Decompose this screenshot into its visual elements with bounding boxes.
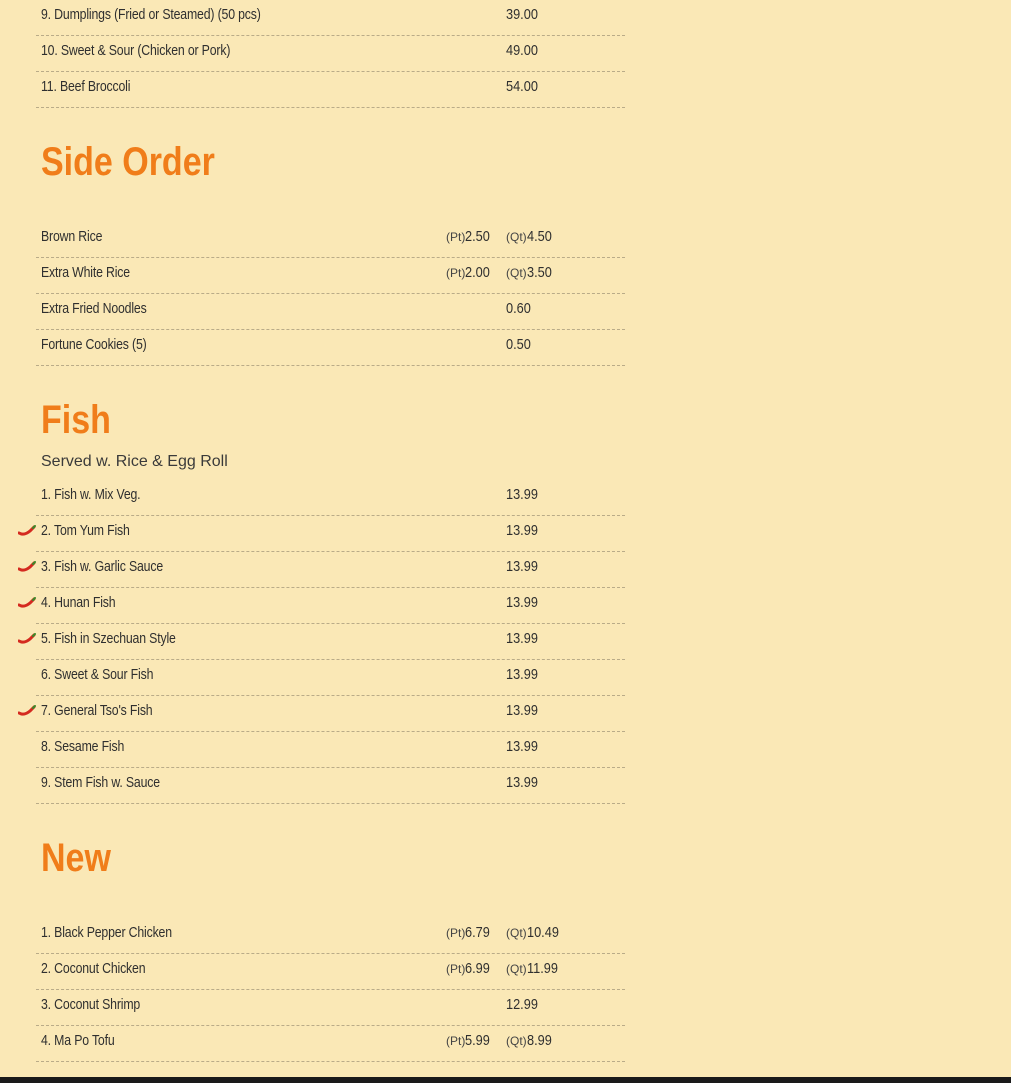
menu-item-row[interactable]	[36, 990, 625, 1026]
item-price: 13.99	[506, 594, 538, 611]
section-subtitle-fish: Served w. Rice & Egg Roll	[41, 453, 228, 470]
pint-price: (Pt)2.50	[446, 228, 491, 245]
item-name: 11. Beef Broccoli	[41, 78, 131, 95]
item-price: 49.00	[506, 42, 538, 59]
pint-price: (Pt)2.00	[446, 264, 491, 281]
item-price: 13.99	[506, 666, 538, 683]
item-name: 6. Sweet & Sour Fish	[41, 666, 154, 683]
item-name: 4. Ma Po Tofu	[41, 1032, 115, 1049]
item-name: 2. Coconut Chicken	[41, 960, 146, 977]
item-name: 5. Fish in Szechuan Style	[41, 630, 176, 647]
item-price: 0.50	[506, 336, 531, 353]
new-list	[36, 918, 625, 1062]
quart-price: (Qt)10.49	[506, 924, 559, 941]
menu-item-row[interactable]	[36, 552, 625, 588]
chili-pepper-icon	[18, 633, 36, 645]
item-price: 13.99	[506, 738, 538, 755]
item-name: Extra Fried Noodles	[41, 300, 147, 317]
chili-pepper-icon	[18, 561, 36, 573]
item-price: 39.00	[506, 6, 538, 23]
menu-item-row[interactable]	[36, 72, 625, 108]
item-price: 13.99	[506, 486, 538, 503]
chili-pepper-icon	[18, 597, 36, 609]
footer-bar	[0, 1077, 1011, 1083]
quart-price: (Qt)4.50	[506, 228, 552, 245]
pint-price: (Pt)5.99	[446, 1032, 491, 1049]
item-name: 4. Hunan Fish	[41, 594, 116, 611]
item-price: 12.99	[506, 996, 538, 1013]
menu-item-row[interactable]	[36, 696, 625, 732]
menu-item-row[interactable]	[36, 222, 625, 258]
item-name: Brown Rice	[41, 228, 103, 245]
item-price: 13.99	[506, 630, 538, 647]
menu-item-row[interactable]	[36, 480, 625, 516]
section-title-side-order: Side Order	[41, 140, 215, 184]
menu-item-row[interactable]	[36, 516, 625, 552]
fish-list	[36, 480, 625, 804]
item-name: Fortune Cookies (5)	[41, 336, 147, 353]
item-name: 3. Coconut Shrimp	[41, 996, 141, 1013]
item-name: 9. Stem Fish w. Sauce	[41, 774, 160, 791]
menu-item-row[interactable]	[36, 660, 625, 696]
item-name: 9. Dumplings (Fried or Steamed) (50 pcs)	[41, 6, 261, 23]
menu-item-row[interactable]	[36, 954, 625, 990]
top-items-list	[36, 0, 625, 108]
pint-price: (Pt)6.99	[446, 960, 491, 977]
menu-item-row[interactable]	[36, 768, 625, 804]
section-title-fish: Fish	[41, 398, 111, 442]
menu-item-row[interactable]	[36, 258, 625, 294]
pint-price: (Pt)6.79	[446, 924, 491, 941]
item-name: 2. Tom Yum Fish	[41, 522, 130, 539]
menu-item-row[interactable]	[36, 732, 625, 768]
chili-pepper-icon	[18, 525, 36, 537]
item-price: 0.60	[506, 300, 531, 317]
item-price: 13.99	[506, 558, 538, 575]
side-order-list	[36, 222, 625, 366]
menu-item-row[interactable]	[36, 918, 625, 954]
menu-content	[36, 0, 625, 1062]
menu-item-row[interactable]	[36, 624, 625, 660]
item-name: 3. Fish w. Garlic Sauce	[41, 558, 164, 575]
item-price: 54.00	[506, 78, 538, 95]
item-name: 1. Fish w. Mix Veg.	[41, 486, 141, 503]
item-name: 10. Sweet & Sour (Chicken or Pork)	[41, 42, 231, 59]
menu-item-row[interactable]	[36, 294, 625, 330]
menu-item-row[interactable]	[36, 0, 625, 36]
menu-item-row[interactable]	[36, 330, 625, 366]
item-name: 7. General Tso's Fish	[41, 702, 153, 719]
item-price: 13.99	[506, 522, 538, 539]
item-name: 1. Black Pepper Chicken	[41, 924, 172, 941]
quart-price: (Qt)8.99	[506, 1032, 552, 1049]
item-price: 13.99	[506, 774, 538, 791]
chili-pepper-icon	[18, 705, 36, 717]
menu-item-row[interactable]	[36, 1026, 625, 1062]
quart-price: (Qt)3.50	[506, 264, 552, 281]
item-name: Extra White Rice	[41, 264, 130, 281]
item-name: 8. Sesame Fish	[41, 738, 125, 755]
item-price: 13.99	[506, 702, 538, 719]
quart-price: (Qt)11.99	[506, 960, 558, 977]
menu-item-row[interactable]	[36, 588, 625, 624]
menu-item-row[interactable]	[36, 36, 625, 72]
section-title-new: New	[41, 836, 111, 880]
